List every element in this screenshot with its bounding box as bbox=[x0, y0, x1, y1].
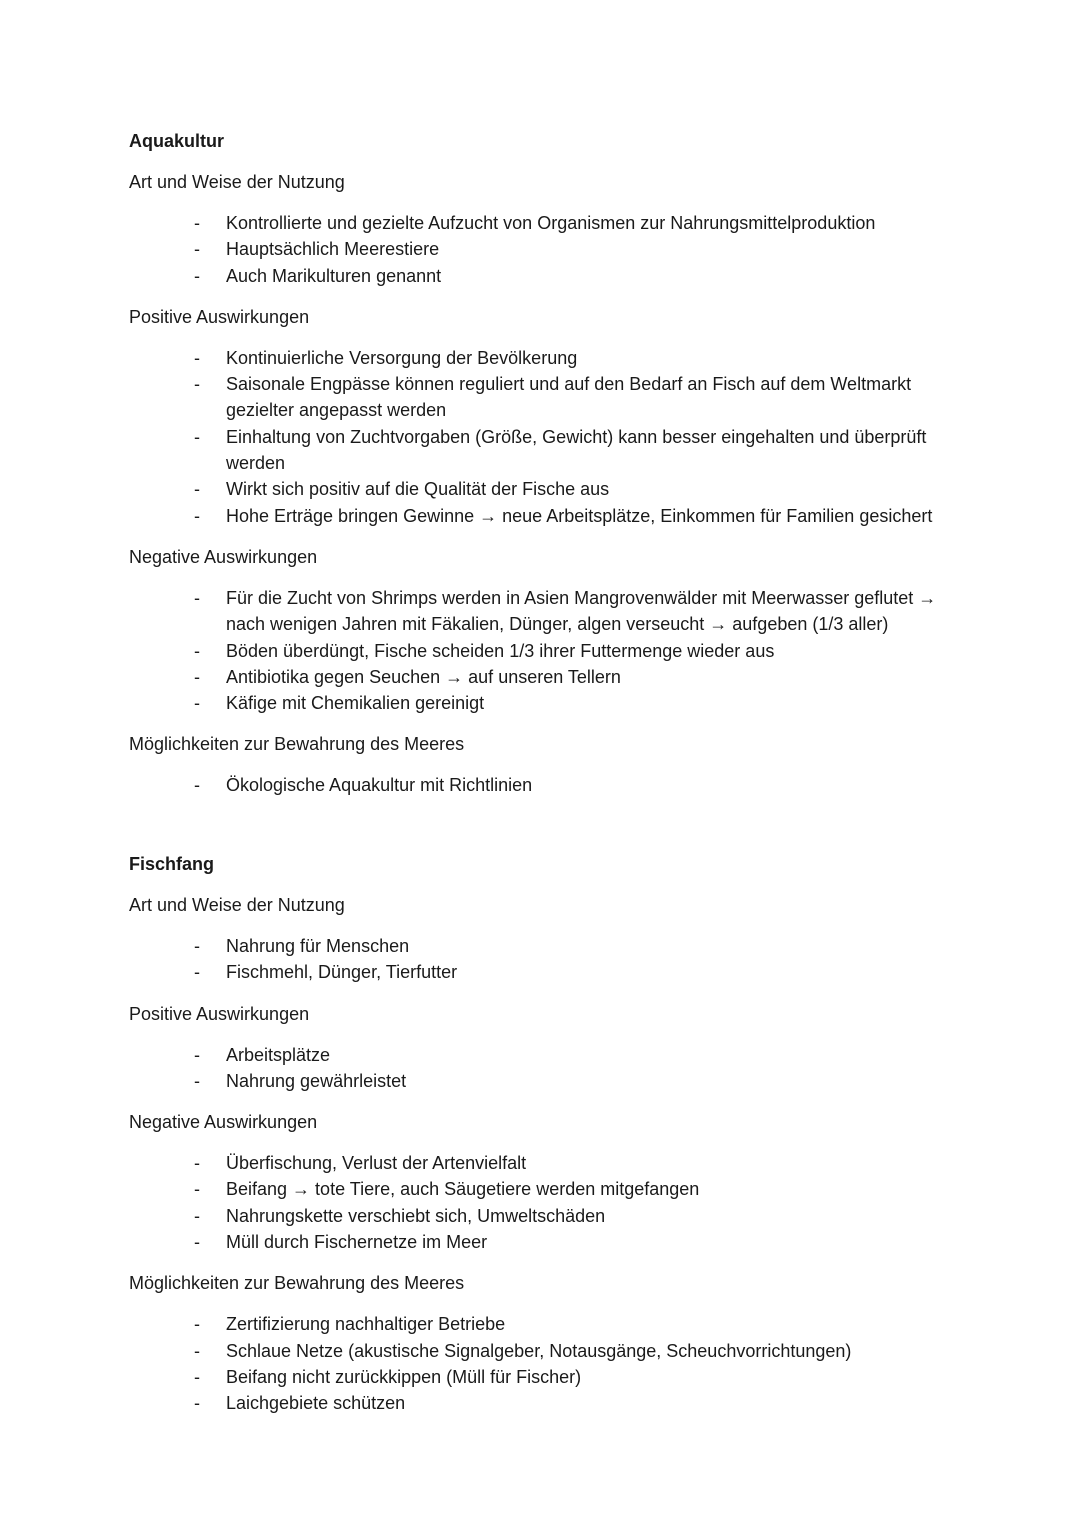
bullet-dash: - bbox=[194, 693, 200, 714]
list-positiv bbox=[129, 1042, 979, 1095]
bullet-dash: - bbox=[194, 265, 200, 286]
list-item-text: Nahrung gewährleistet bbox=[226, 1070, 407, 1091]
bullet-dash: - bbox=[194, 213, 200, 233]
bullet-dash: - bbox=[194, 374, 200, 395]
list-item-text: Schlaue Netze (akustische Signalgeber, Notausgänge, Scheuchvorrichtungen) bbox=[226, 1340, 852, 1361]
subheading-positiv: Positive Auswirkungen bbox=[129, 306, 310, 327]
subheading-nutzung: Art und Weise der Nutzung bbox=[129, 172, 345, 192]
list-item-text: Beifang nicht zurückkippen (Müll für Fischer) bbox=[226, 1366, 582, 1387]
list-item bbox=[129, 1311, 979, 1337]
bullet-dash: - bbox=[194, 666, 200, 687]
list-item-text: Kontinuierliche Versorgung der Bevölkerung bbox=[226, 347, 578, 368]
bullet-dash: - bbox=[194, 775, 200, 796]
list-item bbox=[129, 236, 979, 262]
section-title: Fischfang bbox=[129, 854, 215, 874]
bullet-dash: - bbox=[194, 640, 200, 661]
list-item-text: Ökologische Aquakultur mit Richtlinien bbox=[226, 775, 533, 796]
bullet-dash: - bbox=[194, 1070, 200, 1091]
list-item bbox=[129, 1364, 979, 1390]
bullet-dash: - bbox=[194, 936, 200, 956]
list-item-text: Antibiotika gegen Seuchen → auf unseren Tellern bbox=[226, 666, 621, 687]
list-bewahrung bbox=[129, 1311, 979, 1416]
list-item-text: Auch Marikulturen genannt bbox=[226, 265, 442, 286]
list-item-text: Für die Zucht von Shrimps werden in Asien Mangrovenwälder mit Meerwasser geflutet → nach wenigen Jahren mit Fäkalien, Dünger, algen verseucht → aufgeben (1/3 aller) bbox=[226, 587, 937, 635]
list-item-text: Nahrungskette verschiebt sich, Umweltschäden bbox=[226, 1205, 606, 1226]
list-item-text: Käfige mit Chemikalien gereinigt bbox=[226, 693, 485, 714]
list-item-text: Einhaltung von Zuchtvorgaben (Größe, Gewicht) kann besser eingehalten und überprüft werden bbox=[226, 426, 927, 474]
list-item-text: Hauptsächlich Meerestiere bbox=[226, 239, 440, 260]
list-item bbox=[129, 933, 979, 959]
subheading-positiv: Positive Auswirkungen bbox=[129, 1003, 310, 1024]
list-item bbox=[129, 690, 979, 716]
bullet-dash: - bbox=[194, 1153, 200, 1174]
subheading-negativ: Negative Auswirkungen bbox=[129, 546, 318, 567]
bullet-dash: - bbox=[194, 347, 200, 368]
list-item-text: Böden überdüngt, Fische scheiden 1/3 ihrer Futtermenge wieder aus bbox=[226, 640, 775, 661]
list-item-text: Kontrollierte und gezielte Aufzucht von Organismen zur Nahrungsmittelproduktion bbox=[226, 213, 876, 233]
list-item-text: Wirkt sich positiv auf die Qualität der Fische aus bbox=[226, 479, 610, 500]
list-item-text: Nahrung für Menschen bbox=[226, 936, 410, 956]
list-item bbox=[129, 210, 979, 236]
list-item bbox=[129, 1068, 979, 1094]
list-item-text: Saisonale Engpässe können reguliert und auf den Bedarf an Fisch auf dem Weltmarkt gezielter angepasst werden bbox=[226, 374, 912, 421]
list-item bbox=[129, 476, 979, 502]
subheading-negativ: Negative Auswirkungen bbox=[129, 1112, 318, 1133]
bullet-dash: - bbox=[194, 239, 200, 260]
section-title: Aquakultur bbox=[129, 131, 225, 151]
list-item-text: Arbeitsplätze bbox=[226, 1044, 331, 1065]
list-item bbox=[129, 345, 979, 371]
list-item bbox=[129, 585, 979, 638]
list-negativ bbox=[129, 1150, 979, 1255]
list-item-text: Fischmehl, Dünger, Tierfutter bbox=[226, 962, 458, 983]
section-fischfang bbox=[129, 851, 979, 1432]
list-item bbox=[129, 424, 979, 477]
list-item bbox=[129, 664, 979, 690]
list-item-text: Beifang → tote Tiere, auch Säugetiere werden mitgefangen bbox=[226, 1179, 700, 1200]
bullet-dash: - bbox=[194, 1044, 200, 1065]
list-nutzung bbox=[129, 210, 979, 289]
list-item bbox=[129, 638, 979, 664]
list-item bbox=[129, 959, 979, 985]
list-bewahrung bbox=[129, 772, 979, 798]
list-item bbox=[129, 503, 979, 529]
list-item-text: Überfischung, Verlust der Artenvielfalt bbox=[226, 1153, 527, 1174]
subheading-nutzung: Art und Weise der Nutzung bbox=[129, 895, 345, 915]
bullet-dash: - bbox=[194, 1179, 200, 1200]
list-item bbox=[129, 263, 979, 289]
bullet-dash: - bbox=[194, 505, 200, 526]
list-item bbox=[129, 1042, 979, 1068]
bullet-dash: - bbox=[194, 587, 200, 608]
list-item bbox=[129, 1203, 979, 1229]
list-nutzung bbox=[129, 933, 979, 986]
list-item bbox=[129, 772, 979, 798]
bullet-dash: - bbox=[194, 426, 200, 447]
bullet-dash: - bbox=[194, 962, 200, 983]
list-item bbox=[129, 1390, 979, 1416]
section-aquakultur bbox=[129, 128, 979, 814]
list-positiv bbox=[129, 345, 979, 529]
bullet-dash: - bbox=[194, 1340, 200, 1361]
list-item bbox=[129, 371, 979, 424]
list-item-text: Müll durch Fischernetze im Meer bbox=[226, 1232, 488, 1253]
list-item bbox=[129, 1176, 979, 1202]
list-item bbox=[129, 1229, 979, 1255]
list-item bbox=[129, 1150, 979, 1176]
bullet-dash: - bbox=[194, 479, 200, 500]
bullet-dash: - bbox=[194, 1314, 200, 1335]
list-negativ bbox=[129, 585, 979, 716]
bullet-dash: - bbox=[194, 1393, 200, 1414]
bullet-dash: - bbox=[194, 1232, 200, 1253]
bullet-dash: - bbox=[194, 1205, 200, 1226]
subheading-bewahrung: Möglichkeiten zur Bewahrung des Meeres bbox=[129, 734, 465, 755]
bullet-dash: - bbox=[194, 1366, 200, 1387]
list-item-text: Hohe Erträge bringen Gewinne → neue Arbeitsplätze, Einkommen für Familien gesichert bbox=[226, 505, 933, 526]
subheading-bewahrung: Möglichkeiten zur Bewahrung des Meeres bbox=[129, 1273, 465, 1294]
list-item-text: Zertifizierung nachhaltiger Betriebe bbox=[226, 1314, 506, 1335]
list-item-text: Laichgebiete schützen bbox=[226, 1393, 406, 1414]
list-item bbox=[129, 1338, 979, 1364]
